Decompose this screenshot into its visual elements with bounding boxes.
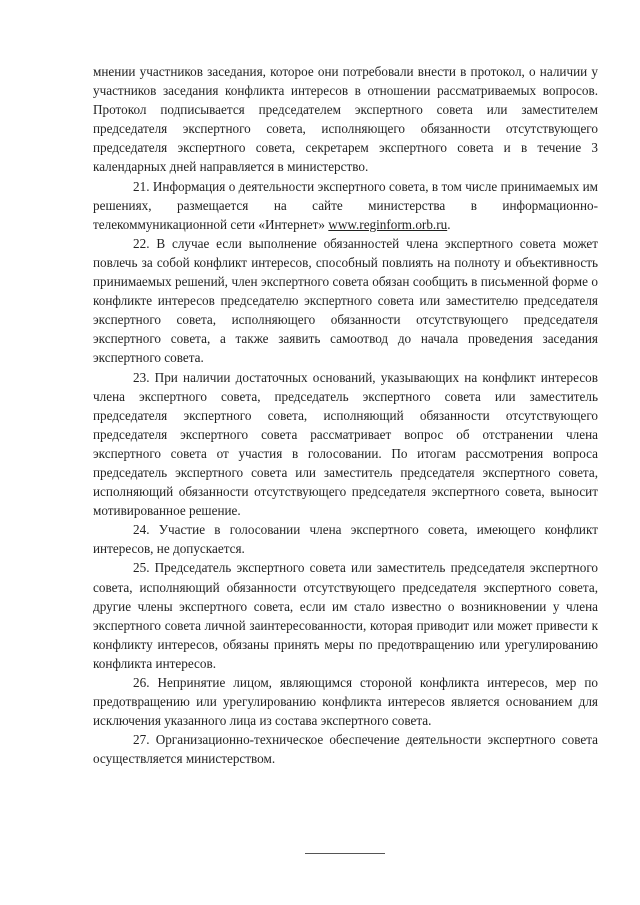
paragraph-20-continuation: мнении участников заседания, которое они потребовали внести в протокол, о наличии у участников заседания конфликта интересов в отношении рассматриваемых вопросов. Протокол подписывается председателем экспертного совета или заместителем председателя экспертного совета, исполняющего обязанности отсутствующего председателя экспертного совета, секретарем экспертного совета и в течение 3 календарных дней направляется в министерство. — [93, 64, 598, 175]
paragraph-25: 25. Председатель экспертного совета или заместитель председателя экспертного совета, исполняющий обязанности отсутствующего председателя экспертного совета, другие члены экспертного совета, если им стало известно о возникновении у члена экспертного совета личной заинтересованности, которая приводит или может привести к конфликту интересов, обязаны принять меры по предотвращению или урегулированию конфликта интересов. — [93, 560, 598, 671]
paragraph-23: 23. При наличии достаточных оснований, указывающих на конфликт интересов члена экспертного совета, председатель экспертного совета или заместитель председателя экспертного совета, исполняющий обязанности отсутствующего председателя экспертного совета рассматривает вопрос об отстранении члена экспертного совета от участия в голосовании. По итогам рассмотрения вопроса председатель экспертного совета или заместитель председателя экспертного совета, исполняющий обязанности отсутствующего председателя экспертного совета, выносит мотивированное решение. — [93, 369, 598, 519]
footer-divider — [305, 853, 385, 854]
paragraph-26: 26. Непринятие лицом, являющимся стороной конфликта интересов, мер по предотвращению или урегулированию конфликта интересов является основанием для исключения указанного лица из состава экспертного совета. — [93, 675, 598, 729]
paragraph-21 — [93, 177, 598, 234]
paragraph-22: 22. В случае если выполнение обязанностей члена экспертного совета может повлечь за собой конфликт интересов, способный повлиять на полноту и объективность принимаемых решений, член экспертного совета обязан сообщить в письменной форме о конфликте интересов председателю экспертного совета или заместителю председателя экспертного совета, исполняющего обязанности отсутствующего председателя экспертного совета, а также заявить самоотвод до начала проведения заседания экспертного совета. — [93, 235, 598, 366]
website-link[interactable]: www.reginform.orb.ru — [328, 216, 448, 232]
paragraph-21-text: 21. Информация о деятельности экспертного совета, в том числе принимаемых им решениях, размещается на сайте министерства в информационно-телекоммуникационной сети «Интернет» — [93, 178, 598, 232]
document-body — [93, 62, 598, 768]
paragraph-27: 27. Организационно-техническое обеспечение деятельности экспертного совета осуществляется министерством. — [93, 732, 598, 767]
paragraph-21-end: . — [447, 216, 451, 232]
paragraph-24: 24. Участие в голосовании члена экспертного совета, имеющего конфликт интересов, не допускается. — [93, 522, 598, 557]
